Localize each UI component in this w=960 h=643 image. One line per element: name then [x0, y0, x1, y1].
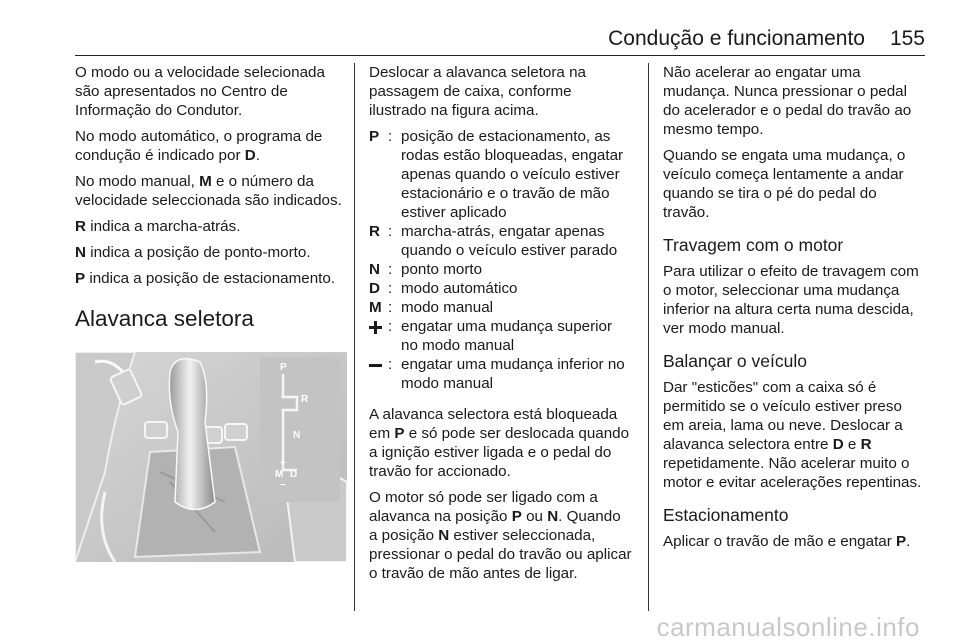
paragraph: Deslocar a alavanca seletora na passagem de caixa, conforme ilustrado na figura acima. [369, 64, 586, 119]
paragraph: N indica a posição de ponto-morto. [75, 244, 311, 261]
subheading: Balançar o veículo [663, 351, 807, 371]
position-key: N [369, 261, 380, 278]
paragraph: No modo automático, o programa de condução é indicado por D. [75, 128, 323, 164]
position-description: posição de estacionamento, as rodas estão bloqueadas, engatar apenas quando o veículo estiver estacionário e o travão de mão estiver aplicado [401, 128, 624, 221]
position-description: ponto morto [401, 261, 483, 278]
watermark: carmanualsonline.info [656, 612, 920, 642]
column-divider [648, 63, 649, 611]
gate-label-d: D [290, 469, 298, 480]
list-item: : engatar uma mudança superior no modo manual [369, 317, 633, 355]
position-description: marcha-atrás, engatar apenas quando o veículo estiver parado [401, 223, 618, 259]
gate-label-plus: + [280, 458, 286, 469]
position-key: M [369, 299, 382, 316]
paragraph: No modo manual, M e o número da velocidade seleccionada são indicados. [75, 173, 342, 209]
subheading: Estacionamento [663, 505, 789, 525]
gate-label-r: R [301, 394, 309, 405]
gate-label-minus: − [280, 480, 286, 491]
position-description: modo automático [401, 280, 518, 297]
list-item: R : marcha-atrás, engatar apenas quando o veículo estiver parado [369, 222, 633, 260]
paragraph: Aplicar o travão de mão e engatar P. [663, 533, 911, 550]
position-key: D [369, 280, 380, 297]
position-description: modo manual [401, 299, 494, 316]
column-3 [663, 63, 925, 558]
page-number: 155 [889, 27, 925, 50]
paragraph: Não acelerar ao engatar uma mudança. Nunca pressionar o pedal do acelerador e o pedal do travão ao mesmo tempo. [663, 64, 912, 138]
list-item: P : posição de estacionamento, as rodas estão bloqueadas, engatar apenas quando o veículo estiver estacionário e o travão de mão estiver aplicado [369, 127, 633, 222]
list-item: D : modo automático [369, 279, 633, 298]
list-item: : engatar uma mudança inferior no modo manual [369, 355, 633, 393]
section-heading: Alavanca seletora [75, 306, 254, 331]
paragraph: O motor só pode ser ligado com a alavanca na posição P ou N. Quando a posição N estiver seleccionada, pressionar o pedal do travão ou aplicar o travão de mão antes de ligar. [369, 489, 632, 582]
paragraph: Para utilizar o efeito de travagem com o motor, seleccionar uma mudança inferior na altura certa numa descida, ver modo manual. [663, 263, 919, 337]
subheading: Travagem com o motor [663, 235, 844, 255]
column-1 [75, 63, 347, 562]
position-description: engatar uma mudança superior no modo manual [401, 318, 613, 354]
gate-label-m: M [275, 469, 284, 480]
list-item: N : ponto morto [369, 260, 633, 279]
column-2 [369, 63, 633, 590]
gear-position-list [369, 127, 633, 393]
minus-icon [369, 355, 388, 393]
position-description: engatar uma mudança inferior no modo manual [401, 356, 625, 392]
gate-label-p: P [280, 362, 287, 373]
paragraph: Quando se engata uma mudança, o veículo começa lentamente a andar quando se tira o pé do pedal do travão. [663, 147, 906, 221]
list-item: M : modo manual [369, 298, 633, 317]
paragraph: P indica a posição de estacionamento. [75, 270, 336, 287]
plus-icon [369, 317, 388, 355]
header-rule [75, 55, 925, 56]
paragraph: O modo ou a velocidade selecionada são apresentados no Centro de Informação do Condutor. [75, 64, 325, 119]
paragraph: R indica a marcha-atrás. [75, 218, 241, 235]
position-key: P [369, 128, 380, 145]
paragraph: Dar "esticões" com a caixa só é permitido se o veículo estiver preso em areia, lama ou neve. Deslocar a alavanca selectora entre D e R repetidamente. Não acelerar muito o motor e evitar acelerações repentinas. [663, 379, 922, 491]
selector-lever-illustration [75, 352, 347, 562]
page-header [75, 27, 925, 57]
paragraph: A alavanca selectora está bloqueada em P e só pode ser deslocada quando a ignição estiver ligada e o pedal do travão for accionado. [369, 406, 630, 480]
position-key: R [369, 223, 380, 240]
column-divider [354, 63, 355, 611]
section-title: Condução e funcionamento [608, 27, 865, 50]
gate-label-n: N [293, 430, 301, 441]
